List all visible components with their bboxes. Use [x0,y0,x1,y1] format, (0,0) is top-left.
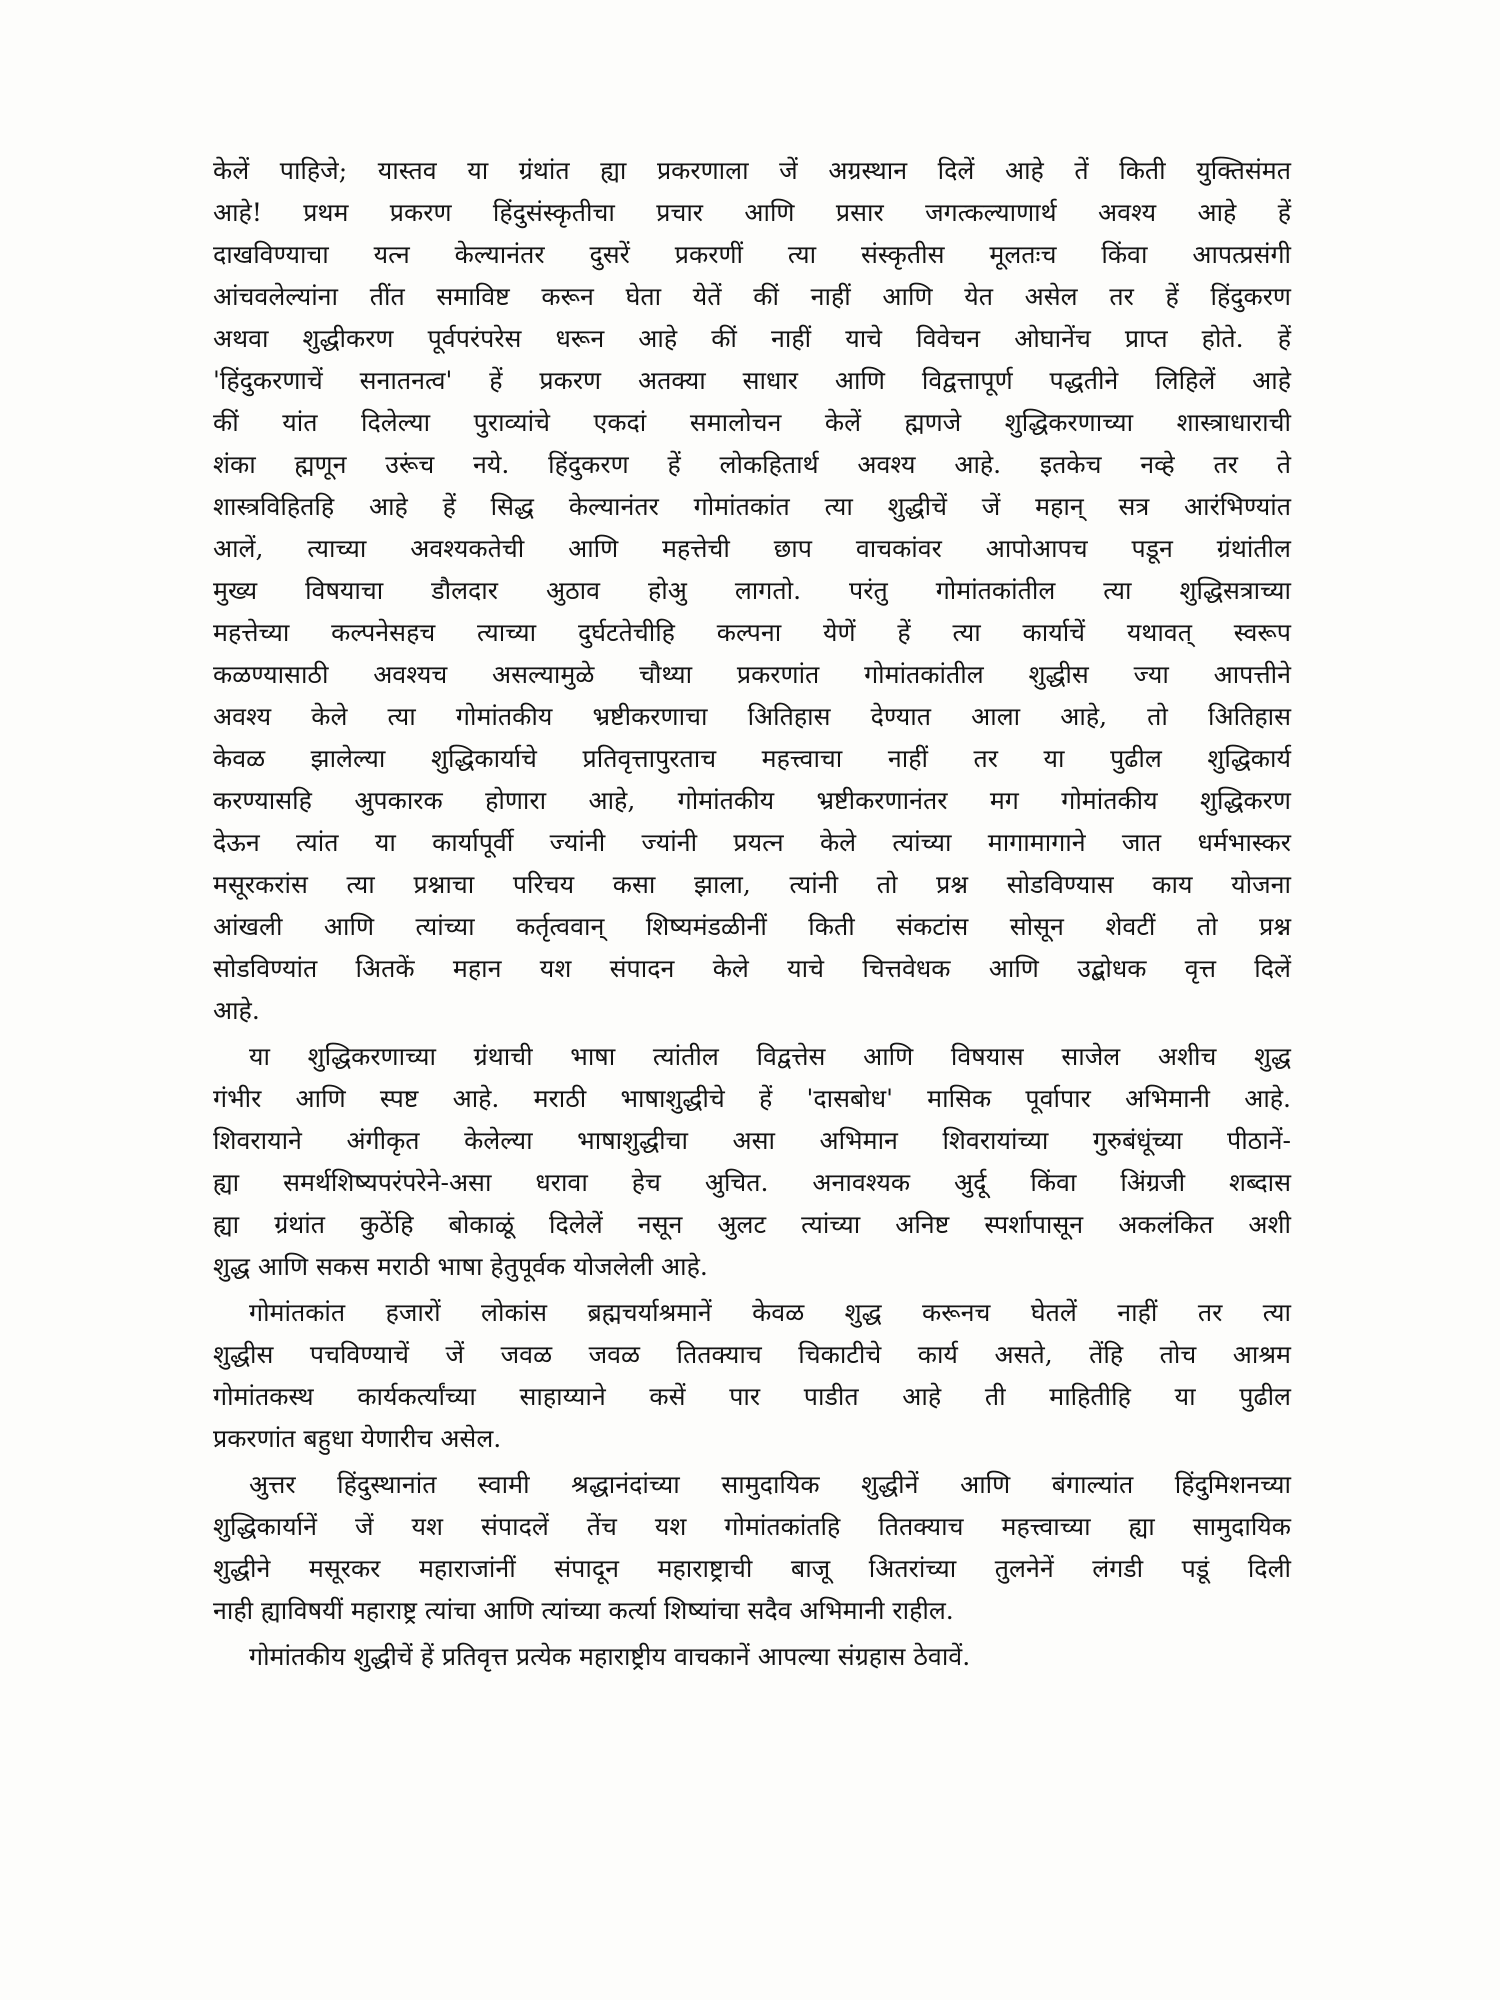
text-line: ह्या समर्थशिष्यपरंपरेने-असा धरावा हेच अुचित. अनावश्यक अुर्दू किंवा अिंग्रजी शब्दास [213,1168,1291,1197]
text-line: देऊन त्यांत या कार्यापूर्वी ज्यांनी ज्यांनी प्रयत्न केले त्यांच्या मागामागाने जात धर्मभास्कर [213,828,1291,857]
text-line: प्रकरणांत बहुधा येणारीच असेल. [213,1424,502,1453]
text-line: गंभीर आणि स्पष्ट आहे. मराठी भाषाशुद्धीचे हें 'दासबोध' मासिक पूर्वापार अभिमानी आहे. [213,1084,1291,1113]
paragraph [213,150,1291,1032]
paragraph [213,1292,1291,1460]
text-line: गोमांतकस्थ कार्यकर्त्यांच्या साहाय्याने कसें पार पाडीत आहे ती माहितीहि या पुढील [213,1382,1291,1411]
paragraph [213,1636,1291,1678]
text-line: या शुद्धिकरणाच्या ग्रंथाची भाषा त्यांतील विद्वत्तेस आणि विषयास साजेल अशीच शुद्ध [249,1042,1291,1071]
text-line: अथवा शुद्धीकरण पूर्वपरंपरेस धरून आहे कीं नाहीं याचे विवेचन ओघानेंच प्राप्त होते. हें [213,324,1291,353]
text-line: महत्तेच्या कल्पनेसहच त्याच्या दुर्घटतेचीहि कल्पना येणें हें त्या कार्याचें यथावत् स्वरूप [213,618,1291,647]
text-line: कळण्यासाठी अवश्यच असल्यामुळे चौथ्या प्रकरणांत गोमांतकांतील शुद्धीस ज्या आपत्तीने [213,660,1291,689]
text-line: आलें, त्याच्या अवश्यकतेची आणि महत्तेची छाप वाचकांवर आपोआपच पडून ग्रंथांतील [213,534,1291,563]
text-line: दाखविण्याचा यत्न केल्यानंतर दुसरें प्रकरणीं त्या संस्कृतीस मूलतःच किंवा आपत्प्रसंगी [213,240,1291,269]
text-line: आंखली आणि त्यांच्या कर्तृत्ववान् शिष्यमंडळीनीं किती संकटांस सोसून शेवटीं तो प्रश्न [213,912,1291,941]
text-line: अुत्तर हिंदुस्थानांत स्वामी श्रद्धानंदांच्या सामुदायिक शुद्धीनें आणि बंगाल्यांत हिंदुमिशनच्या [249,1470,1291,1499]
text-line: कीं यांत दिलेल्या पुराव्यांचे एकदां समालोचन केलें ह्मणजे शुद्धिकरणाच्या शास्त्राधाराची [213,408,1291,437]
text-line: मसूरकरांस त्या प्रश्नाचा परिचय कसा झाला, त्यांनी तो प्रश्न सोडविण्यास काय योजना [213,870,1291,899]
text-line: केलें पाहिजे; यास्तव या ग्रंथांत ह्या प्रकरणाला जें अग्रस्थान दिलें आहे तें किती युक्तिसंमत [213,156,1291,185]
text-line: गोमांतकीय शुद्धीचें हें प्रतिवृत्त प्रत्येक महाराष्ट्रीय वाचकानें आपल्या संग्रहास ठेवावें. [249,1642,971,1671]
text-line: आंचवलेल्यांना तींत समाविष्ट करून घेता येतें कीं नाहीं आणि येत असेल तर हें हिंदुकरण [213,282,1291,311]
text-line: शुद्धिकार्यानें जें यश संपादलें तेंच यश गोमांतकांतहि तितक्याच महत्त्वाच्या ह्या सामुदायिक [213,1512,1291,1541]
text-line: शिवरायाने अंगीकृत केलेल्या भाषाशुद्धीचा असा अभिमान शिवरायांच्या गुरुबंधूंच्या पीठानें- [213,1126,1291,1155]
text-line: 'हिंदुकरणाचें सनातनत्व' हें प्रकरण अतक्या साधार आणि विद्वत्तापूर्ण पद्धतीने लिहिलें आहे [213,366,1291,395]
text-line: शास्त्रविहितहि आहे हें सिद्ध केल्यानंतर गोमांतकांत त्या शुद्धीचें जें महान् सत्र आरंभिण्यांत [213,492,1291,521]
text-line: ह्या ग्रंथांत कुठेंहि बोकाळूं दिलेलें नसून अुलट त्यांच्या अनिष्ट स्पर्शापासून अकलंकित अशी [213,1210,1291,1239]
text-line: गोमांतकांत हजारों लोकांस ब्रह्मचर्याश्रमानें केवळ शुद्ध करूनच घेतलें नाहीं तर त्या [249,1298,1291,1327]
text-line: आहे! प्रथम प्रकरण हिंदुसंस्कृतीचा प्रचार आणि प्रसार जगत्कल्याणार्थ अवश्य आहे हें [213,198,1291,227]
text-line: शुद्धीस पचविण्याचें जें जवळ जवळ तितक्याच चिकाटीचे कार्य असते, तेंहि तोच आश्रम [213,1340,1291,1369]
text-line: शुद्ध आणि सकस मराठी भाषा हेतुपूर्वक योजलेली आहे. [213,1252,708,1281]
text-line: अवश्य केले त्या गोमांतकीय भ्रष्टीकरणाचा अितिहास देण्यात आला आहे, तो अितिहास [213,702,1291,731]
paragraph [213,1036,1291,1288]
body-text [213,150,1291,1682]
text-line: केवळ झालेल्या शुद्धिकार्याचे प्रतिवृत्तापुरताच महत्त्वाचा नाहीं तर या पुढील शुद्धिकार्य [213,744,1291,773]
text-line: नाही ह्याविषयीं महाराष्ट्र त्यांचा आणि त्यांच्या कर्त्या शिष्यांचा सदैव अभिमानी राहील. [213,1596,954,1625]
text-line: मुख्य विषयाचा डौलदार अुठाव होअु लागतो. परंतु गोमांतकांतील त्या शुद्धिसत्राच्या [213,576,1291,605]
text-line: सोडविण्यांत अितकें महान यश संपादन केले याचे चित्तवेधक आणि उद्बोधक वृत्त दिलें [213,954,1291,983]
text-line: शंका ह्मणून उरूंच नये. हिंदुकरण हें लोकहितार्थ अवश्य आहे. इतकेच नव्हे तर ते [213,450,1291,479]
text-line: आहे. [213,996,260,1025]
paragraph [213,1464,1291,1632]
text-line: शुद्धीने मसूरकर महाराजांनीं संपादून महाराष्ट्राची बाजू अितरांच्या तुलनेनें लंगडी पडूं दिली [213,1554,1291,1583]
text-line: करण्यासहि अुपकारक होणारा आहे, गोमांतकीय भ्रष्टीकरणानंतर मग गोमांतकीय शुद्धिकरण [213,786,1291,815]
